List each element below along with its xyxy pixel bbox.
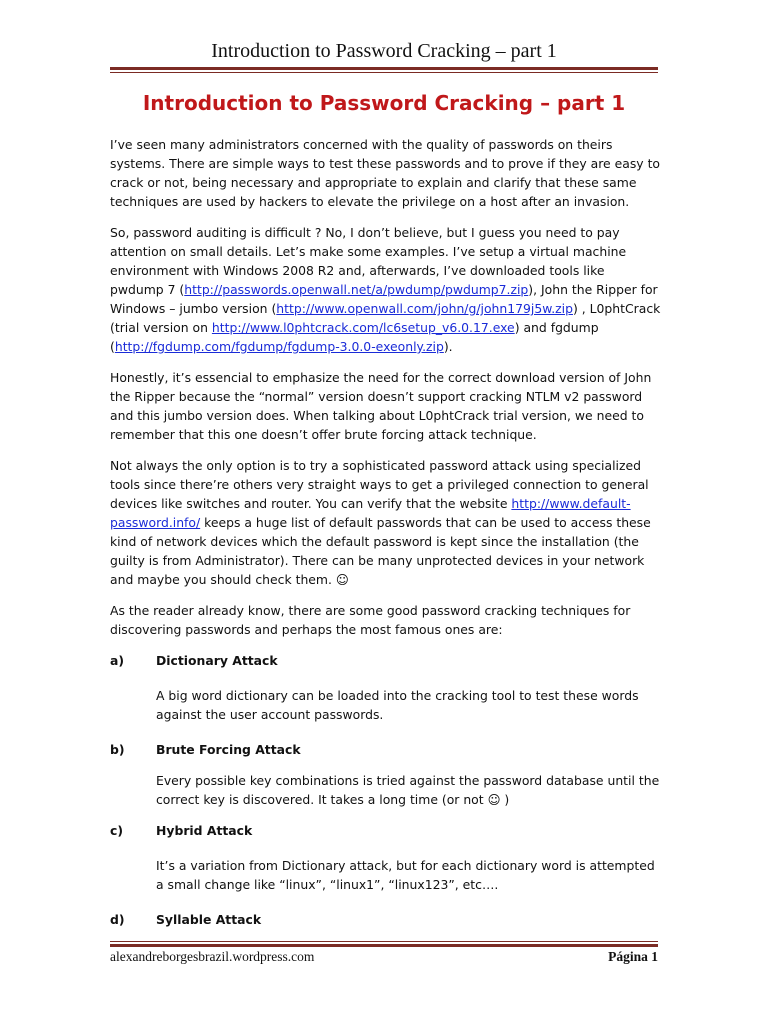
default-password-link[interactable]: http://www.default-password.info/ (110, 496, 631, 530)
list-item-description: A big word dictionary can be loaded into the cracking tool to test these words against the user account passwords. (156, 688, 639, 722)
paragraph-tools (110, 223, 662, 356)
list-item-name: Brute Forcing Attack (156, 742, 301, 757)
list-item-label: a) (110, 653, 125, 668)
l0phtcrack-link[interactable]: http://www.l0phtcrack.com/lc6setup_v6.0.17.exe (211, 320, 515, 335)
page-header: Introduction to Password Cracking – part 1 (211, 40, 557, 62)
list-item (110, 910, 662, 929)
list-item (110, 740, 662, 759)
paragraph-intro: I’ve seen many administrators concerned with the quality of passwords on theirs systems. There are simple ways to test these passwords and to prove if they are easy to crack or not, being necessary and appropriate to explain and clarify that these same techniques are used by hackers to elevate the privilege on a host after an invasion. (110, 137, 661, 209)
header-rule-thin (110, 72, 658, 73)
paragraph-john-versions: Honestly, it’s essencial to emphasize the need for the correct download version of John the Ripper because the “normal” version doesn’t support cracking NTLM v2 password and this jumbo version does. When talking about L0phtCrack trial version, we need to remember that this one doesn’t offer brute forcing attack technique. (110, 370, 652, 442)
list-item-description: It’s a variation from Dictionary attack, but for each dictionary word is attempted a small change like “linux”, “linux1”, “linux123”, etc…. (156, 858, 655, 892)
text-segment: keeps a huge list of default passwords that can be used to access these kind of network devices which the default password is kept since the installation (the guilty is from Administrator). There can be many unprotected devices in your network and maybe you should check them. ☺ (110, 515, 651, 587)
list-item (110, 821, 662, 840)
techniques-list (110, 651, 662, 929)
list-item-name: Hybrid Attack (156, 823, 253, 838)
header-rule-thick (110, 67, 658, 70)
text-segment: ) , L0phtCrack (trial version on (110, 301, 661, 335)
footer-site: alexandreborgesbrazil.wordpress.com (110, 949, 315, 964)
list-item-name: Dictionary Attack (156, 653, 278, 668)
text-segment: ), John the Ripper for Windows – jumbo version ( (110, 282, 658, 316)
pwdump-link[interactable]: http://passwords.openwall.net/a/pwdump/pwdump7.zip (184, 282, 529, 297)
paragraph-default-passwords (110, 456, 662, 589)
list-item-label: c) (110, 823, 124, 838)
list-item-name: Syllable Attack (156, 912, 262, 927)
list-item-description: Every possible key combinations is tried against the password database until the correct key is discovered. It takes a long time (or not ☺ ) (156, 773, 660, 807)
paragraph-techniques-intro: As the reader already know, there are some good password cracking techniques for discovering passwords and perhaps the most famous ones are: (110, 603, 631, 637)
footer-rule-thick (110, 944, 658, 947)
list-item-label: d) (110, 912, 125, 927)
list-item-label: b) (110, 742, 125, 757)
text-segment: ) and fgdump ( (110, 320, 599, 354)
text-segment: So, password auditing is difficult ? No, I don’t believe, but I guess you need to pay attention on small details. Let’s make some examples. I’ve setup a virtual machine environment with Windows 2008 R2 and, afterwards, I’ve downloaded tools like pwdump 7 ( (110, 225, 627, 297)
footer-page-number: Página 1 (608, 949, 658, 964)
text-segment: Not always the only option is to try a sophisticated password attack using specialized tools since there’re others very straight ways to get a privileged connection to general devices like switches and router. You can verify that the website (110, 458, 649, 511)
footer-rule-thin (110, 941, 658, 942)
fgdump-link[interactable]: http://fgdump.com/fgdump/fgdump-3.0.0-exeonly.zip (114, 339, 444, 354)
text-segment: ). (443, 339, 453, 354)
document-body (110, 135, 662, 929)
john-ripper-link[interactable]: http://www.openwall.com/john/g/john179j5w.zip (276, 301, 573, 316)
list-item (110, 651, 662, 670)
document-title: Introduction to Password Cracking – part 1 (142, 91, 626, 115)
